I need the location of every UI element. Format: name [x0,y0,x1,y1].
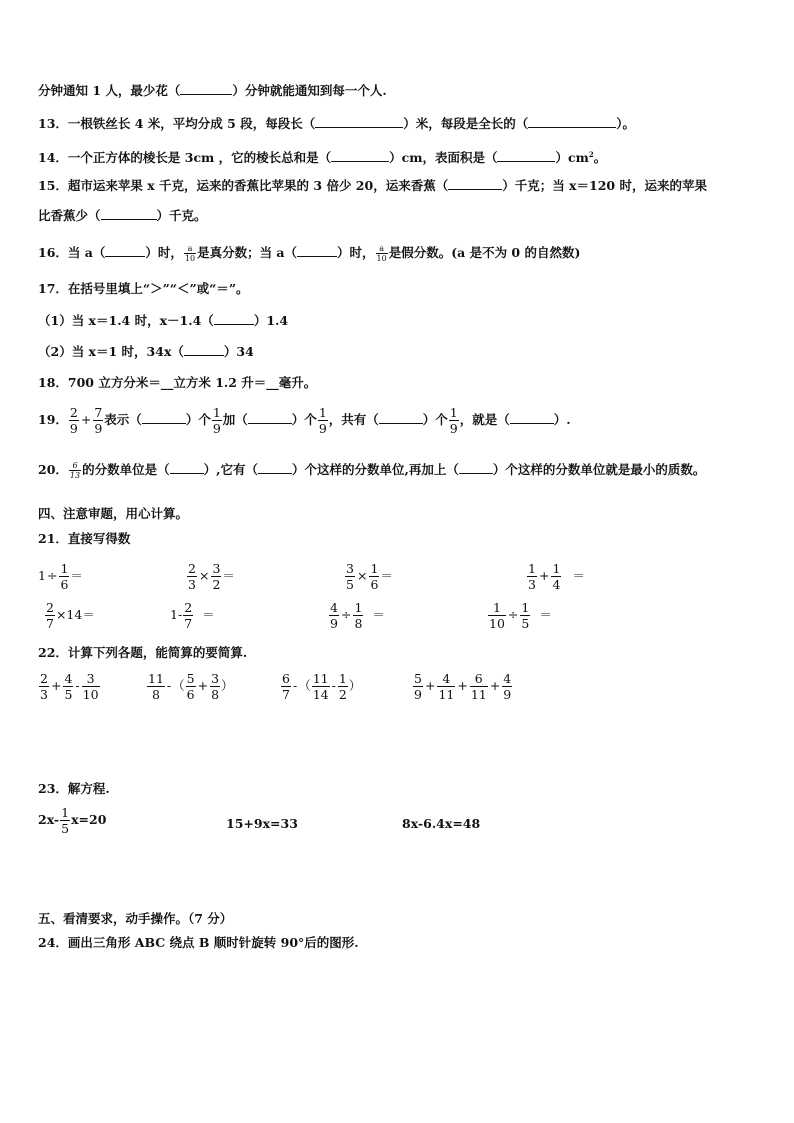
answer-blank[interactable] [331,149,389,162]
question-17-sub1: （1）当 x＝1.4 时，x－1.4（ ）1.4 [38,313,289,328]
answer-blank[interactable] [459,461,493,474]
question-13: 13．一根铁丝长 4 米，平均分成 5 段，每段长（ ）米，每段是全长的（ ）。 [38,116,635,131]
answer-blank[interactable] [180,82,232,95]
question-24: 24．画出三角形 ABC 绕点 B 顺时针旋转 90°后的图形. [38,935,359,950]
answer-blank[interactable] [248,411,292,424]
question-22-title: 22．计算下列各题，能简算的要简算. [38,645,248,660]
calc-1-div-1-6: 1÷ $\frac{1}{6}$ ＝ [38,561,83,592]
fraction-1-9: $\frac{1}{9}$ [318,405,327,436]
answer-blank[interactable] [258,461,292,474]
question-23-title: 23．解方程. [38,781,110,796]
question-17-title: 17．在括号里填上“＞”“＜”或“＝”。 [38,281,249,296]
answer-blank[interactable] [448,177,502,190]
answer-blank[interactable] [497,149,555,162]
answer-blank[interactable] [315,115,403,128]
expr-22-1: $\frac{2}{3}$ + $\frac{4}{5}$ - $\frac{3}{10}$ [40,671,99,702]
calc-3-5-times-1-6: $\frac{3}{5}$ × $\frac{1}{6}$ ＝ [346,561,393,592]
equation-2: 15+9x=33 [226,816,298,831]
calc-1-minus-2-7: 1- $\frac{2}{7}$ ＝ [170,600,215,631]
answer-blank[interactable] [142,411,186,424]
question-18: 18．700 立方分米＝__立方米 1.2 升＝__毫升。 [38,375,317,390]
calc-4-9-div-1-8: $\frac{4}{9}$ ÷ $\frac{1}{8}$ ＝ [330,600,385,631]
answer-blank[interactable] [510,411,554,424]
section-4-heading: 四、注意审题，用心计算。 [38,506,189,521]
fraction-a-over-10: $\frac{a}{10}$ [376,244,387,263]
fraction: $\frac{2}{9}$ [69,405,78,436]
question-16: 16．当 a（ ）时， $\frac{a}{10}$ 是真分数；当 a（ ）时， $\frac{a}{10}$ 是假分数。(a 是不为 0 的自然数) [38,244,581,263]
answer-blank[interactable] [528,115,616,128]
answer-blank[interactable] [101,207,157,220]
section-5-heading: 五、看清要求，动手操作。（7 分） [38,911,233,926]
expr-22-4: $\frac{5}{9}$ + $\frac{4}{11}$ + $\frac{6}{11}$ + $\frac{4}{9}$ [414,671,512,702]
fraction-6-13: $\frac{6}{13}$ [69,461,81,480]
question-17-sub2: （2）当 x＝1 时，34x（ ）34 [38,344,254,359]
fraction-1-9: $\frac{1}{9}$ [449,405,458,436]
calc-2-3-times-3-2: $\frac{2}{3}$ × $\frac{3}{2}$ ＝ [188,561,235,592]
question-21-title: 21．直接写得数 [38,531,131,546]
equation-1: 2x- $\frac{1}{5}$ x=20 [38,805,107,836]
answer-blank[interactable] [297,244,337,257]
calc-1-3-plus-1-4: $\frac{1}{3}$ + $\frac{1}{4}$ ＝ [528,561,585,592]
question-19: 19． $\frac{2}{9}$ + $\frac{7}{9}$ 表示（ ）个 $\frac{1}{9}$ 加（ ）个 $\frac{1}{9}$ ，共有（ ）个 $\frac{1}{9}$ ，就是（ ）. [38,405,571,436]
question-15-line2: 比香蕉少（ ）千克。 [38,208,207,223]
fraction: $\frac{7}{9}$ [94,405,103,436]
fraction-1-9: $\frac{1}{9}$ [212,405,221,436]
answer-blank[interactable] [379,411,423,424]
question-14: 14．一个正方体的棱长是 3cm ，它的棱长总和是（ ）cm，表面积是（ ）$cm^2$。 [38,150,607,166]
calc-1-10-div-1-5: $\frac{1}{10}$ ÷ $\frac{1}{5}$ ＝ [489,600,552,631]
question-15-line1: 15．超市运来苹果 x 千克，运来的香蕉比苹果的 3 倍少 20，运来香蕉（ ）千克；当 x＝120 时，运来的苹果 [38,178,707,193]
expr-22-3: $\frac{6}{7}$ -（ $\frac{11}{14}$ - $\frac{1}{2}$ ） [282,671,362,702]
calc-2-7-times-14: $\frac{2}{7}$ ×14＝ [46,600,95,631]
answer-blank[interactable] [105,244,145,257]
answer-blank[interactable] [184,343,224,356]
answer-blank[interactable] [170,461,204,474]
equation-3: 8x-6.4x=48 [402,816,481,831]
answer-blank[interactable] [214,312,254,325]
q12-tail: 分钟通知 1 人，最少花（ ）分钟就能通知到每一个人. [38,83,387,98]
fraction-a-over-10: $\frac{a}{10}$ [184,244,196,263]
question-20: 20． $\frac{6}{13}$ 的分数单位是（ ）,它有（ ）个这样的分数单位,再加上（ ）个这样的分数单位就是最小的质数。 [38,461,706,480]
expr-22-2: $\frac{11}{8}$ -（ $\frac{5}{6}$ + $\frac{3}{8}$ ） [148,671,234,702]
